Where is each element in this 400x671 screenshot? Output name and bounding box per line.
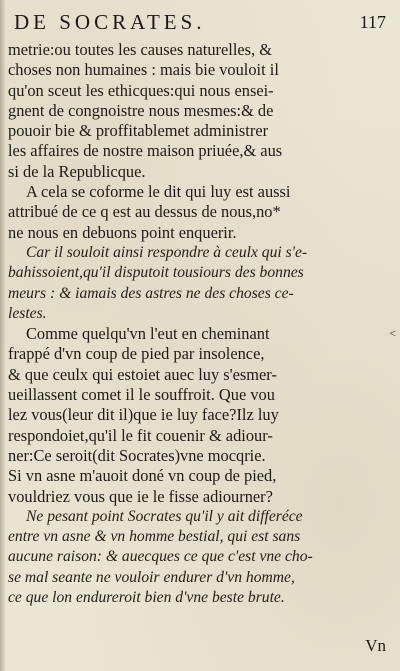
- italic-text-line: meurs : & iamais des astres ne des choses ce-: [8, 284, 294, 302]
- page-number: 117: [359, 12, 386, 32]
- italic-text-line: aucune raison: & auecques ce que c'est vne cho-: [8, 548, 313, 566]
- text-line: respondoiet,qu'il le fit couenir & adiour-: [8, 425, 273, 445]
- text-line: gnent de congnoistre nous mesmes:& de: [8, 100, 274, 120]
- text-line: qu'on sceut les ethicques:qui nous ensei-: [8, 80, 274, 100]
- text-line: lez vous(leur dit il)que ie luy face?Ilz luy: [8, 405, 279, 425]
- running-head: DE SOCRATES.: [14, 10, 206, 34]
- text-line: ueillassent comet il le souffroit. Que vou: [8, 385, 275, 405]
- text-line: Comme quelqu'vn l'eut en cheminant: [26, 324, 270, 344]
- italic-text-line: lestes.: [8, 304, 47, 322]
- page-header: [0, 10, 400, 36]
- italic-text-line: ce que lon endureroit bien d'vne beste brute.: [8, 589, 285, 607]
- text-line: attribué de ce q est au dessus de nous,no*: [8, 202, 281, 222]
- text-line: choses non humaines : mais bie vouloit il: [8, 60, 279, 80]
- text-line: metrie:ou toutes les causes naturelles, &: [8, 40, 272, 59]
- italic-text-line: Car il souloit ainsi respondre à ceulx qui s'e-: [26, 243, 308, 261]
- text-line: les affaires de nostre maison priuée,& aus: [8, 141, 283, 161]
- text-line: vouldriez vous que ie le fisse adiourner?: [8, 486, 273, 506]
- text-line: A cela se coforme le dit qui luy est aussi: [26, 182, 291, 202]
- text-line: ne nous en debuons point enquerir.: [8, 222, 237, 242]
- catchword: Vn: [365, 636, 386, 655]
- page-body: [8, 40, 388, 608]
- italic-text-line: se mal seante ne vouloir endurer d'vn homme,: [8, 568, 295, 586]
- text-line: Si vn asne m'auoit doné vn coup de pied,: [8, 466, 277, 486]
- text-line: ner:Ce seroit(dit Socrates)vne mocqrie.: [8, 445, 266, 465]
- text-line: & que ceulx qui estoiet auec luy s'esmer-: [8, 364, 277, 384]
- margin-mark: <: [389, 328, 396, 340]
- page-gutter-shadow: [0, 0, 6, 671]
- text-line: pouoir bie & proffitablemet administrer: [8, 121, 269, 141]
- italic-text-line: Ne pesant point Socrates qu'il y ait differéce: [26, 507, 303, 525]
- text-line: frappé d'vn coup de pied par insolence,: [8, 344, 265, 364]
- italic-text-line: entre vn asne & vn homme bestial, qui est sans: [8, 528, 301, 546]
- italic-text-line: bahissoient,qu'il disputoit tousiours des bonnes: [8, 264, 304, 282]
- text-line: si de la Republicque.: [8, 161, 146, 181]
